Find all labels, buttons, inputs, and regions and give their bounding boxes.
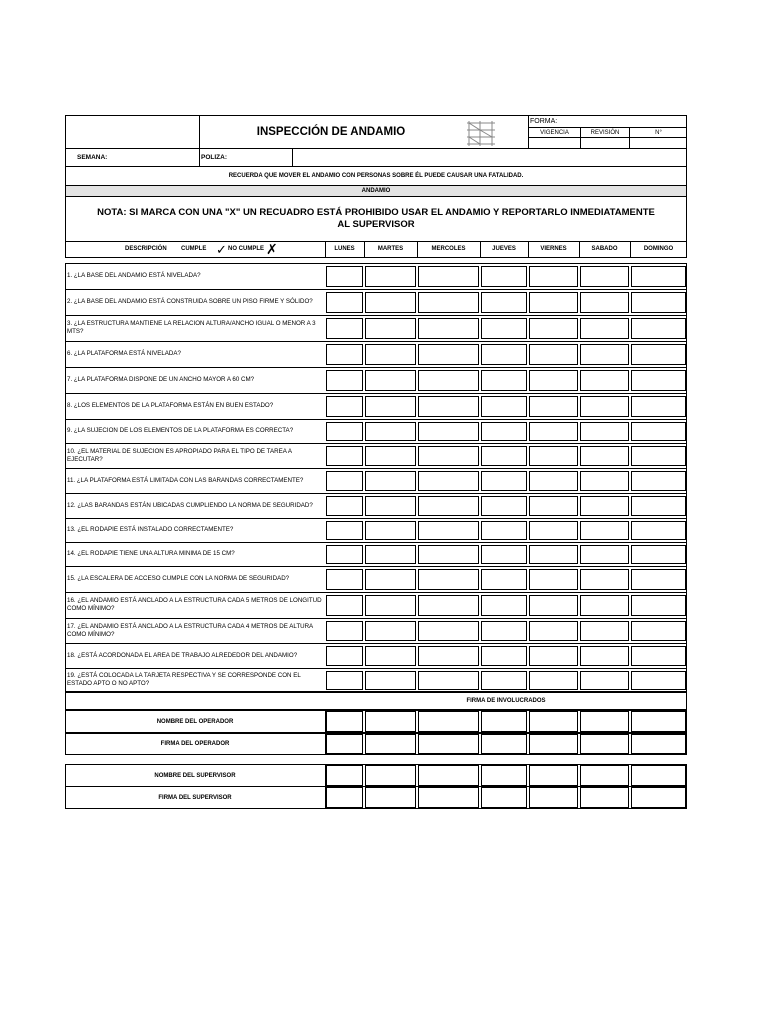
check-cell[interactable] — [418, 446, 479, 466]
signature-cell[interactable] — [529, 734, 578, 754]
check-cell[interactable] — [418, 621, 479, 641]
check-cell[interactable] — [418, 521, 479, 540]
question-text: 6. ¿LA PLATAFORMA ESTÁ NIVELADA? — [67, 350, 181, 357]
signature-cell[interactable] — [580, 765, 629, 786]
signature-cell[interactable] — [631, 787, 686, 808]
check-cell[interactable] — [481, 318, 527, 339]
week-row — [65, 148, 687, 167]
no-cumple-header: NO CUMPLE — [228, 246, 264, 252]
check-cell[interactable] — [580, 569, 629, 590]
signature-cell[interactable] — [580, 787, 629, 808]
check-cell[interactable] — [418, 569, 479, 590]
check-cell[interactable] — [481, 266, 527, 287]
question-text: 17. ¿EL ANDAMIO ESTÁ ANCLADO A LA ESTRUCTURA CADA 4 METROS DE ALTURA COMO MÍNIMO? — [67, 622, 313, 638]
check-cell[interactable] — [365, 646, 416, 666]
check-cell[interactable] — [365, 671, 416, 690]
question-text: 18. ¿ESTÁ ACORDONADA EL AREA DE TRABAJO ALREDEDOR DEL ANDAMIO? — [67, 651, 298, 659]
check-cell[interactable] — [529, 396, 578, 417]
check-cell[interactable] — [580, 621, 629, 641]
check-cell[interactable] — [418, 646, 479, 666]
signature-cell[interactable] — [365, 711, 416, 732]
check-cell[interactable] — [580, 646, 629, 666]
check-cell[interactable] — [580, 422, 629, 441]
signature-cell[interactable] — [418, 734, 479, 754]
check-cell[interactable] — [326, 496, 363, 516]
check-cell[interactable] — [580, 671, 629, 690]
check-cell[interactable] — [365, 370, 416, 391]
check-cell[interactable] — [529, 318, 578, 339]
check-cell[interactable] — [365, 595, 416, 616]
signature-cell[interactable] — [481, 787, 527, 808]
check-cell[interactable] — [326, 595, 363, 616]
check-cell[interactable] — [481, 344, 527, 365]
check-cell[interactable] — [326, 646, 363, 666]
firma-involucrados-label: FIRMA DE INVOLUCRADOS — [466, 698, 546, 704]
day-header-4: VIERNES — [540, 246, 567, 252]
check-cell[interactable] — [418, 496, 479, 516]
semana-label: SEMANA: — [77, 154, 108, 161]
check-cell[interactable] — [580, 292, 629, 313]
check-icon: ✓ — [216, 242, 227, 257]
check-cell[interactable] — [631, 595, 686, 616]
check-cell[interactable] — [481, 496, 527, 516]
check-cell[interactable] — [580, 446, 629, 466]
check-cell[interactable] — [631, 621, 686, 641]
check-cell[interactable] — [326, 370, 363, 391]
check-cell[interactable] — [529, 344, 578, 365]
question-text: 2. ¿LA BASE DEL ANDAMIO ESTÁ CONSTRUIDA SOBRE UN PISO FIRME Y SÓLIDO? — [67, 298, 313, 305]
check-cell[interactable] — [365, 621, 416, 641]
supervisor-signature-row-label: FIRMA DEL SUPERVISOR — [158, 795, 232, 801]
check-cell[interactable] — [326, 344, 363, 365]
check-cell[interactable] — [631, 446, 686, 466]
signature-cell[interactable] — [326, 765, 363, 786]
day-header-1: MARTES — [377, 246, 404, 252]
check-cell[interactable] — [529, 266, 578, 287]
check-cell[interactable] — [481, 370, 527, 391]
check-cell[interactable] — [481, 545, 527, 564]
signature-cell[interactable] — [418, 765, 479, 786]
check-cell[interactable] — [481, 396, 527, 417]
check-cell[interactable] — [529, 671, 578, 690]
signature-cell[interactable] — [529, 765, 578, 786]
signature-cell[interactable] — [418, 787, 479, 808]
check-cell[interactable] — [481, 521, 527, 540]
question-text: 12. ¿LAS BARANDAS ESTÁN UBICADAS CUMPLIENDO LA NORMA DE SEGURIDAD? — [67, 501, 313, 509]
numero-label: N° — [655, 130, 662, 136]
poliza-label: POLIZA: — [201, 154, 227, 161]
question-text: 7. ¿LA PLATAFORMA DISPONE DE UN ANCHO MAYOR A 60 CM? — [67, 376, 255, 383]
check-cell[interactable] — [631, 422, 686, 441]
check-cell[interactable] — [418, 471, 479, 491]
check-cell[interactable] — [365, 422, 416, 441]
check-cell[interactable] — [481, 292, 527, 313]
cumple-header: CUMPLE — [181, 246, 207, 252]
check-cell[interactable] — [418, 292, 479, 313]
signature-cell[interactable] — [481, 711, 527, 732]
check-cell[interactable] — [418, 370, 479, 391]
check-cell[interactable] — [631, 521, 686, 540]
check-cell[interactable] — [529, 496, 578, 516]
check-cell[interactable] — [529, 471, 578, 491]
check-cell[interactable] — [481, 446, 527, 466]
check-cell[interactable] — [365, 569, 416, 590]
check-cell[interactable] — [365, 292, 416, 313]
day-header-6: DOMINGO — [643, 246, 674, 252]
check-cell[interactable] — [418, 318, 479, 339]
signature-cell[interactable] — [580, 711, 629, 732]
check-cell[interactable] — [326, 621, 363, 641]
question-text: 8. ¿LOS ELEMENTOS DE LA PLATAFORMA ESTÁN EN BUEN ESTADO? — [67, 402, 274, 409]
forma-label: FORMA: — [530, 118, 558, 125]
check-cell[interactable] — [326, 266, 363, 287]
check-cell[interactable] — [365, 266, 416, 287]
check-cell[interactable] — [529, 292, 578, 313]
signature-cell[interactable] — [326, 711, 363, 732]
check-cell[interactable] — [326, 292, 363, 313]
check-cell[interactable] — [631, 396, 686, 417]
check-cell[interactable] — [529, 545, 578, 564]
check-cell[interactable] — [580, 370, 629, 391]
signature-cell[interactable] — [481, 734, 527, 754]
check-cell[interactable] — [631, 545, 686, 564]
check-cell[interactable] — [418, 266, 479, 287]
check-cell[interactable] — [529, 646, 578, 666]
question-text: 14. ¿EL RODAPIE TIENE UNA ALTURA MINIMA DE 15 CM? — [67, 550, 235, 557]
signature-cell[interactable] — [580, 734, 629, 754]
question-text: 13. ¿EL RODAPIE ESTÁ INSTALADO CORRECTAMENTE? — [67, 526, 234, 533]
check-cell[interactable] — [529, 595, 578, 616]
operator-signature-row-label: FIRMA DEL OPERADOR — [160, 741, 230, 747]
signature-cell[interactable] — [418, 711, 479, 732]
check-cell[interactable] — [529, 521, 578, 540]
signature-cell[interactable] — [481, 765, 527, 786]
note-text: NOTA: SI MARCA CON UNA "X" UN RECUADRO ESTÁ PROHIBIDO USAR EL ANDAMIO Y REPORTARLO INMEDIATAMENTE AL SUPERVISOR — [97, 207, 655, 230]
question-text: 1. ¿LA BASE DEL ANDAMIO ESTÁ NIVELADA? — [67, 272, 201, 279]
check-cell[interactable] — [418, 545, 479, 564]
page-title: INSPECCIÓN DE ANDAMIO — [256, 126, 406, 138]
check-cell[interactable] — [365, 344, 416, 365]
question-text: 3. ¿LA ESTRUCTURA MANTIENE LA RELACION ALTURA/ANCHO IGUAL O MENOR A 3 MTS? — [67, 320, 316, 335]
supervisor-name-row-label: NOMBRE DEL SUPERVISOR — [154, 773, 236, 779]
check-cell[interactable] — [365, 318, 416, 339]
check-cell[interactable] — [529, 422, 578, 441]
signature-cell[interactable] — [326, 734, 363, 754]
day-header-2: MERCOLES — [431, 246, 466, 252]
check-cell[interactable] — [529, 569, 578, 590]
question-text: 19. ¿ESTÁ COLOCADA LA TARJETA RESPECTIVA Y SE CORRESPONDE CON EL ESTADO APTO O NO APTO? — [67, 672, 301, 687]
question-text: 10. ¿EL MATERIAL DE SUJECION ES APROPIADO PARA EL TIPO DE TAREA A EJECUTAR? — [67, 447, 292, 463]
signature-cell[interactable] — [326, 787, 363, 808]
check-cell[interactable] — [326, 446, 363, 466]
check-cell[interactable] — [631, 471, 686, 491]
check-cell[interactable] — [418, 396, 479, 417]
check-cell[interactable] — [326, 569, 363, 590]
check-cell[interactable] — [365, 396, 416, 417]
check-cell[interactable] — [481, 569, 527, 590]
check-cell[interactable] — [631, 370, 686, 391]
day-header-3: JUEVES — [492, 246, 516, 252]
check-cell[interactable] — [365, 545, 416, 564]
check-cell[interactable] — [631, 344, 686, 365]
check-cell[interactable] — [326, 318, 363, 339]
check-cell[interactable] — [326, 521, 363, 540]
signature-cell[interactable] — [365, 765, 416, 786]
check-cell[interactable] — [580, 496, 629, 516]
check-cell[interactable] — [631, 496, 686, 516]
check-cell[interactable] — [481, 471, 527, 491]
section-title: ANDAMIO — [361, 188, 391, 194]
check-cell[interactable] — [529, 621, 578, 641]
check-cell[interactable] — [418, 595, 479, 616]
question-text: 11. ¿LA PLATAFORMA ESTÁ LIMITADA CON LAS BARANDAS CORRECTAMENTE? — [67, 476, 304, 484]
question-text: 15. ¿LA ESCALERA DE ACCESO CUMPLE CON LA NORMA DE SEGURIDAD? — [67, 575, 290, 582]
x-mark-icon: ✗ — [266, 241, 278, 257]
check-cell[interactable] — [580, 344, 629, 365]
signature-cell[interactable] — [365, 787, 416, 808]
check-cell[interactable] — [481, 595, 527, 616]
check-cell[interactable] — [631, 569, 686, 590]
descripcion-header: DESCRIPCIÓN — [125, 246, 167, 252]
check-cell[interactable] — [365, 446, 416, 466]
check-cell[interactable] — [631, 646, 686, 666]
check-cell[interactable] — [481, 621, 527, 641]
operator-name-row-label: NOMBRE DEL OPERADOR — [156, 719, 234, 725]
signature-cell[interactable] — [631, 765, 686, 786]
check-cell[interactable] — [529, 370, 578, 391]
signature-cell[interactable] — [529, 787, 578, 808]
check-cell[interactable] — [326, 671, 363, 690]
check-cell[interactable] — [365, 496, 416, 516]
vigencia-label: VIGENCIA — [540, 130, 569, 136]
check-cell[interactable] — [580, 595, 629, 616]
question-text: 16. ¿EL ANDAMIO ESTÁ ANCLADO A LA ESTRUCTURA CADA 5 METROS DE LONGITUD COMO MÍNIMO? — [67, 597, 322, 612]
check-cell[interactable] — [326, 545, 363, 564]
check-cell[interactable] — [631, 318, 686, 339]
signature-cell[interactable] — [529, 711, 578, 732]
signature-cell[interactable] — [631, 734, 686, 754]
day-header-0: LUNES — [334, 246, 355, 252]
check-cell[interactable] — [326, 471, 363, 491]
reminder-text: RECUERDA QUE MOVER EL ANDAMIO CON PERSONAS SOBRE ÉL PUEDE CAUSAR UNA FATALIDAD. — [228, 173, 524, 179]
check-cell[interactable] — [365, 471, 416, 491]
signature-cell[interactable] — [631, 711, 686, 732]
check-cell[interactable] — [481, 671, 527, 690]
check-cell[interactable] — [580, 521, 629, 540]
check-cell[interactable] — [529, 446, 578, 466]
check-cell[interactable] — [326, 396, 363, 417]
check-cell[interactable] — [326, 422, 363, 441]
check-cell[interactable] — [580, 266, 629, 287]
check-cell[interactable] — [580, 545, 629, 564]
check-cell[interactable] — [580, 471, 629, 491]
signature-cell[interactable] — [365, 734, 416, 754]
scaffold-icon — [466, 120, 496, 147]
revision-label: REVISIÓN — [590, 130, 620, 136]
check-cell[interactable] — [418, 671, 479, 690]
check-cell[interactable] — [418, 344, 479, 365]
check-cell[interactable] — [580, 318, 629, 339]
check-cell[interactable] — [418, 422, 479, 441]
check-cell[interactable] — [365, 521, 416, 540]
check-cell[interactable] — [631, 671, 686, 690]
check-cell[interactable] — [481, 422, 527, 441]
day-header-5: SABADO — [591, 246, 618, 252]
check-cell[interactable] — [631, 292, 686, 313]
check-cell[interactable] — [631, 266, 686, 287]
check-cell[interactable] — [481, 646, 527, 666]
check-cell[interactable] — [580, 396, 629, 417]
question-text: 9. ¿LA SUJECION DE LOS ELEMENTOS DE LA PLATAFORMA ES CORRECTA? — [67, 427, 294, 434]
